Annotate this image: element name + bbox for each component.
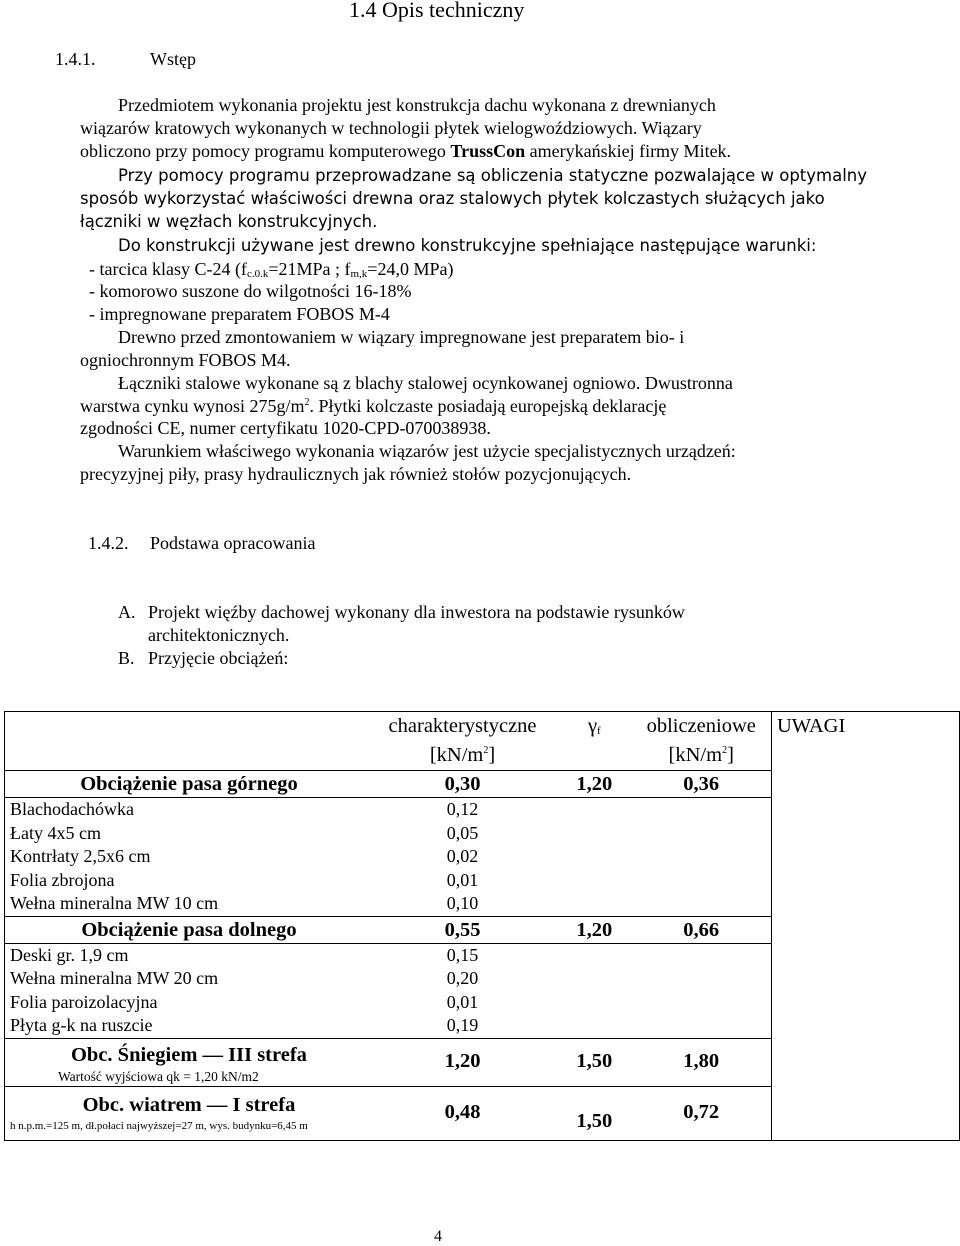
loads-table <box>4 711 960 1141</box>
header-char: charakterystyczne $[kN/m^2]$ <box>368 712 557 771</box>
intro-number: 1.4.1. <box>55 49 96 69</box>
list-a-label: A. <box>118 602 136 622</box>
lower-chord-row: Obciążenie pasa dolnego 0,55 1,20 0,66 <box>5 916 960 943</box>
para1-line2: wiązarów kratowych wykonanych w technologii płytek wielogwoździowych. Wiązary <box>80 118 702 138</box>
wood-line4: Drewno przed zmontowaniem w wiązary impregnowane jest preparatem bio- i <box>118 327 685 347</box>
snow-load-row: Obc. Śniegiem — III strefa Wartość wyjściowa qk = 1,20 kN/m2 1,20 1,50 1,80 <box>5 1038 960 1086</box>
wood-item-1: - tarcica klasy C-24 ($f_{c.0.k}=21MPa$ ; $f_{m,k}=24,0$ MPa) <box>89 259 454 280</box>
wind-load-name: Obc. wiatrem — I strefa <box>82 1093 296 1116</box>
header-name-cell <box>5 712 368 771</box>
basis-title: Podstawa opracowania <box>150 533 316 553</box>
program-name: TrussCon <box>450 141 526 161</box>
wood-intro: Do konstrukcji używane jest drewno konstrukcyjne spełniające następujące warunki: <box>118 236 817 255</box>
list-b-line1: Przyjęcie obciążeń: <box>148 648 289 668</box>
connectors-line3: zgodności CE, numer certyfikatu 1020-CPD-070038938. <box>80 418 491 438</box>
para2-line2: sposób wykorzystać właściwości drewna oraz stalowych płytek kolczastych służących jako <box>80 189 825 208</box>
condition-line1: Warunkiem właściwego wykonania wiązarów jest użycie specjalistycznych urządzeń: <box>118 441 736 461</box>
wind-load-note: h n.p.m.=125 m, dł.połaci najwyższej=27 m, wys. budynku=6,45 m <box>10 1119 308 1132</box>
para1-line3: obliczono przy pomocy programu komputerowego TrussCon amerykańskiej firmy Mitek. <box>80 141 732 161</box>
wind-load-row: Obc. wiatrem — I strefa h n.p.m.=125 m, dł.połaci najwyższej=27 m, wys. budynku=6,45 m 0,48 1,50 0,72 <box>5 1086 960 1140</box>
upper-chord-row: Obciążenie pasa górnego 0,30 1,20 0,36 <box>5 771 960 798</box>
table-row: Folia paroizolacyjna 0,01 <box>5 991 960 1015</box>
snow-load-note: Wartość wyjściowa qk = 1,20 kN/m2 <box>58 1068 259 1084</box>
wood-item-2: - komorowo suszone do wilgotności 16-18% <box>89 281 412 301</box>
condition-line2: precyzyjnej piły, prasy hydraulicznych jak również stołów pozycjonujących. <box>80 464 632 484</box>
connectors-line1: Łączniki stalowe wykonane są z blachy stalowej ocynkowanej ogniowo. Dwustronna <box>118 373 733 393</box>
list-b-label: B. <box>118 648 135 668</box>
table-row: Wełna mineralna MW 10 cm 0,10 <box>5 892 960 916</box>
table-row: Płyta g-k na ruszcie 0,19 <box>5 1014 960 1038</box>
header-gamma-f: $\gamma_f$ <box>557 712 631 771</box>
section-title: 1.4 Opis techniczny <box>349 0 525 22</box>
connectors-line2: warstwa cynku wynosi $275g/m^2$. Płytki kolczaste posiadają europejską deklarację <box>80 396 667 416</box>
table-row: Łaty 4x5 cm 0,05 <box>5 822 960 846</box>
wood-item-3: - impregnowane preparatem FOBOS M-4 <box>89 304 390 324</box>
basis-number: 1.4.2. <box>88 533 129 553</box>
table-row: Kontrłaty 2,5x6 cm 0,02 <box>5 845 960 869</box>
header-uwagi: UWAGI <box>771 712 959 771</box>
list-a-line2: architektonicznych. <box>148 625 290 645</box>
page-number: 4 <box>434 1228 442 1245</box>
para2-line3: łączniki w węzłach konstrukcyjnych. <box>80 212 378 231</box>
table-row: Deski gr. 1,9 cm 0,15 <box>5 943 960 967</box>
table-row: Wełna mineralna MW 20 cm 0,20 <box>5 967 960 991</box>
para1-line1: Przedmiotem wykonania projektu jest konstrukcja dachu wykonana z drewnianych <box>118 95 716 115</box>
para2-line1: Przy pomocy programu przeprowadzane są obliczenia statyczne pozwalające w optymalny <box>118 166 868 185</box>
snow-load-name: Obc. Śniegiem — III strefa <box>70 1043 307 1066</box>
wood-line5: ogniochronnym FOBOS M4. <box>80 350 291 370</box>
header-obl: obliczeniowe $[kN/m^2]$ <box>631 712 771 771</box>
intro-title: Wstęp <box>150 49 196 69</box>
list-a-line1: Projekt więźby dachowej wykonany dla inwestora na podstawie rysunków <box>148 602 685 622</box>
table-row: Blachodachówka 0,12 <box>5 798 960 822</box>
table-row: Folia zbrojona 0,01 <box>5 869 960 893</box>
table-header-row <box>5 712 960 771</box>
